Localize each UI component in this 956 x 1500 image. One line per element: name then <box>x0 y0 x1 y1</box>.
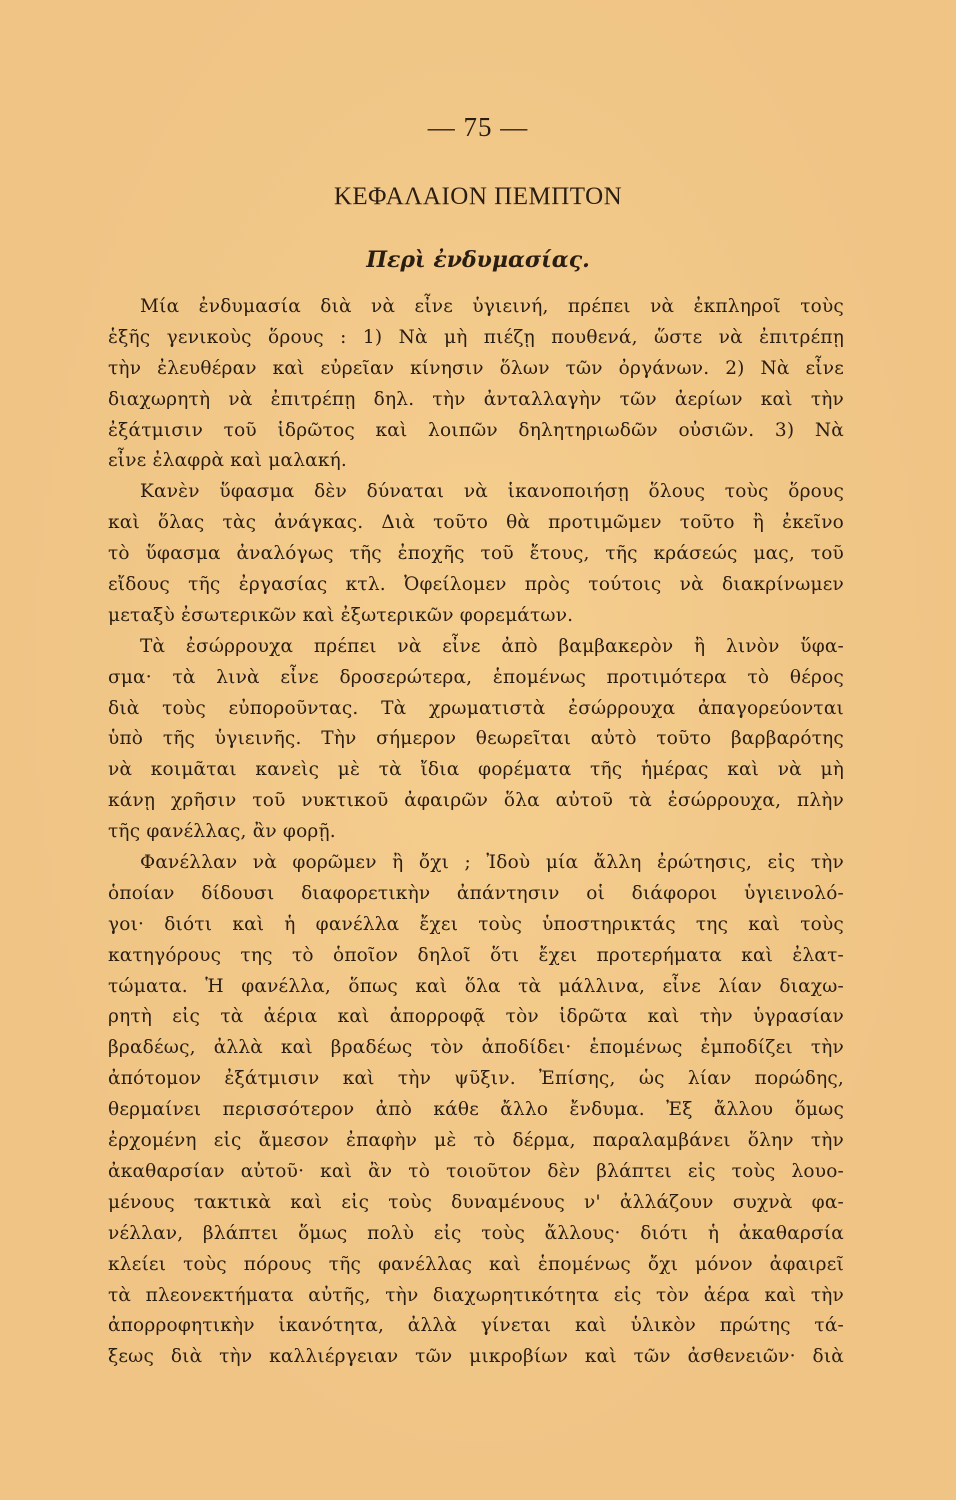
text-line: ἀπότομον ἐξάτμισιν καὶ τὴν ψῦξιν. Ἐπίσης, ὡς λίαν πορώδης, <box>108 1068 844 1090</box>
text-line: σμα· τὰ λινὰ εἶνε δροσερώτερα, ἑπομένως προτιμότερα τὸ θέρος <box>108 666 844 688</box>
text-line: ὁποίαν δίδουσι διαφορετικὴν ἀπάντησιν οἱ διάφοροι ὑγιεινολό- <box>108 882 844 904</box>
text-line: καὶ ὅλας τὰς ἀνάγκας. Διὰ τοῦτο θὰ προτιμῶμεν τοῦτο ἢ ἐκεῖνο <box>108 512 844 534</box>
text-line: Μία ἐνδυμασία διὰ νὰ εἶνε ὑγιεινή, πρέπει νὰ ἐκπληροῖ τοὺς <box>140 296 844 317</box>
text-line: μεταξὺ ἐσωτερικῶν καὶ ἐξωτερικῶν φορεμάτων. <box>108 604 574 626</box>
text-line: τώματα. Ἡ φανέλλα, ὅπως καὶ ὅλα τὰ μάλλινα, εἶνε λίαν διαχω- <box>108 975 844 997</box>
text-line: ὑπὸ τῆς ὑγιεινῆς. Τὴν σήμερον θεωρεῖται αὐτὸ τοῦτο βαρβαρότης <box>108 728 844 750</box>
text-line: ἀκαθαρσίαν αὐτοῦ· καὶ ἂν τὸ τοιοῦτον δὲν βλάπτει εἰς τοὺς λουο- <box>108 1160 844 1182</box>
text-line: τὰ πλεονεκτήματα αὐτῆς, τὴν διαχωρητικότητα εἰς τὸν ἀέρα καὶ τὴν <box>108 1284 844 1306</box>
text-line: διὰ τοὺς εὐποροῦντας. Τὰ χρωματιστὰ ἐσώρρουχα ἀπαγορεύονται <box>108 697 844 719</box>
text-line: τὴν ἐλευθέραν καὶ εὐρεῖαν κίνησιν ὅλων τῶν ὀργάνων. 2) Νὰ εἶνε <box>108 357 844 379</box>
text-line: Φανέλλαν νὰ φορῶμεν ἢ ὄχι ; Ἰδοὺ μία ἄλλη ἐρώτησις, εἰς τὴν <box>140 852 844 874</box>
text-line: διαχωρητὴ νὰ ἐπιτρέπῃ δηλ. τὴν ἀνταλλαγὴν τῶν ἀερίων καὶ τὴν <box>108 388 844 410</box>
page-number: — 75 — <box>427 112 529 142</box>
text-line: βραδέως, ἀλλὰ καὶ βραδέως τὸν ἀποδίδει· ἑπομένως ἐμποδίζει τὴν <box>108 1037 844 1059</box>
text-line: ρητὴ εἰς τὰ ἀέρια καὶ ἀπορροφᾷ τὸν ἱδρῶτα καὶ τὴν ὑγρασίαν <box>108 1006 844 1028</box>
text-line: κλείει τοὺς πόρους τῆς φανέλλας καὶ ἑπομένως ὄχι μόνον ἀφαιρεῖ <box>108 1253 844 1275</box>
text-line: εἴδους τῆς ἐργασίας κτλ. Ὀφείλομεν πρὸς τούτοις νὰ διακρίνωμεν <box>108 574 844 596</box>
text-line: τῆς φανέλλας, ἂν φορῇ. <box>108 821 336 843</box>
chapter-title: ΚΕΦΑΛΑΙΟΝ ΠΕΜΠΤΟΝ <box>333 183 623 210</box>
text-line: Τὰ ἐσώρρουχα πρέπει νὰ εἶνε ἀπὸ βαμβακερὸν ἢ λινὸν ὕφα- <box>140 635 844 657</box>
text-line: ἑξῆς γενικοὺς ὅρους : 1) Νὰ μὴ πιέζῃ πουθενά, ὥστε νὰ ἐπιτρέπῃ <box>108 326 844 348</box>
text-line: θερμαίνει περισσότερον ἀπὸ κάθε ἄλλο ἔνδυμα. Ἐξ ἄλλου ὅμως <box>108 1099 844 1121</box>
text-line: νέλλαν, βλάπτει ὅμως πολὺ εἰς τοὺς ἄλλους· διότι ἡ ἀκαθαρσία <box>108 1222 844 1244</box>
body-text <box>108 292 844 1373</box>
text-line: τὸ ὕφασμα ἀναλόγως τῆς ἐποχῆς τοῦ ἔτους, τῆς κράσεώς μας, τοῦ <box>108 543 844 565</box>
text-line: ἀπορροφητικὴν ἱκανότητα, ἀλλὰ γίνεται καὶ ὑλικὸν πρώτης τά- <box>108 1315 844 1337</box>
text-line: γοι· διότι καὶ ἡ φανέλλα ἔχει τοὺς ὑποστηρικτάς της καὶ τοὺς <box>108 913 844 935</box>
text-line: Κανὲν ὕφασμα δὲν δύναται νὰ ἱκανοποιήσῃ ὅλους τοὺς ὅρους <box>140 481 844 503</box>
text-line: εἶνε ἐλαφρὰ καὶ μαλακή. <box>108 450 347 472</box>
section-title: Περὶ ἐνδυμασίας. <box>366 247 590 273</box>
text-line: ξεως διὰ τὴν καλλιέργειαν τῶν μικροβίων καὶ τῶν ἀσθενειῶν· διὰ <box>108 1346 844 1368</box>
text-line: κάνῃ χρῆσιν τοῦ νυκτικοῦ ἀφαιρῶν ὅλα αὐτοῦ τὰ ἐσώρρουχα, πλὴν <box>108 790 844 812</box>
text-line: νὰ κοιμᾶται κανεὶς μὲ τὰ ἴδια φορέματα τῆς ἡμέρας καὶ νὰ μὴ <box>108 759 844 781</box>
text-line: μένους τακτικὰ καὶ εἰς τοὺς δυναμένους ν' ἀλλάζουν συχνὰ φα- <box>108 1191 844 1213</box>
text-line: κατηγόρους της τὸ ὁποῖον δηλοῖ ὅτι ἔχει προτερήματα καὶ ἐλατ- <box>108 944 844 966</box>
text-line: ἐρχομένη εἰς ἄμεσον ἐπαφὴν μὲ τὸ δέρμα, παραλαμβάνει ὅλην τὴν <box>108 1130 844 1152</box>
text-line: ἐξάτμισιν τοῦ ἱδρῶτος καὶ λοιπῶν δηλητηριωδῶν οὐσιῶν. 3) Νὰ <box>108 419 844 441</box>
